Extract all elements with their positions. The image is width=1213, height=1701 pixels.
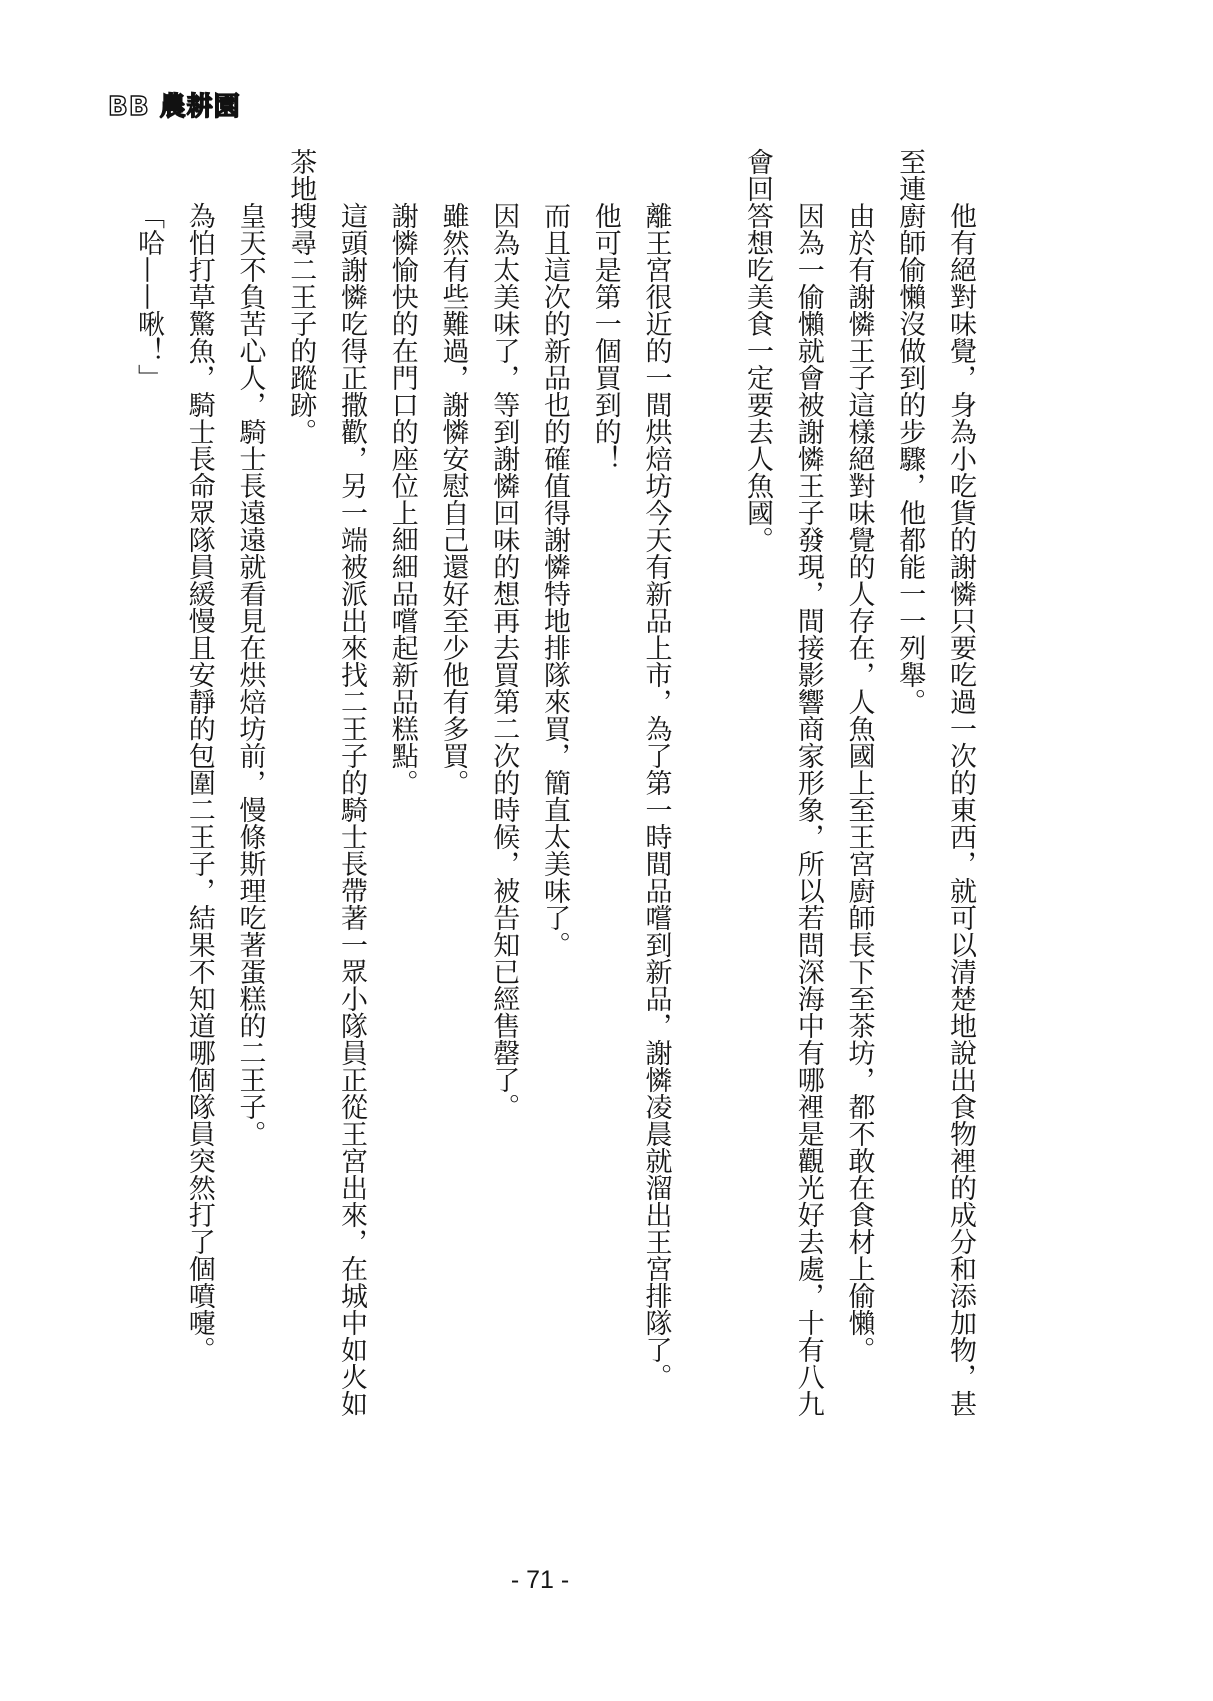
paragraph xyxy=(122,148,173,1420)
text-line: 他有絕對味覺，身為小吃貨的謝憐只要吃過一次的東西，就可以清楚地說出食物裡的成分和添加物，甚 xyxy=(945,202,976,1417)
text-line: 至連廚師偷懶沒做到的步驟，他都能一一列舉。 xyxy=(894,148,926,715)
scene-break xyxy=(681,148,732,1420)
header-logo: BB 農耕園 xyxy=(108,92,241,122)
paragraph xyxy=(173,148,224,1420)
paragraph xyxy=(579,148,630,1420)
text-line: 會回答想吃美食一定要去人魚國。 xyxy=(742,148,773,553)
text-line: 謝憐愉快的在門口的座位上細細品嚐起新品糕點。 xyxy=(386,202,418,796)
page-number: - 71 - xyxy=(510,1566,570,1594)
paragraph xyxy=(478,148,529,1420)
text-line: 「哈——啾！」 xyxy=(133,202,164,391)
text-line: 因為一偷懶就會被謝憐王子發現，間接影響商家形象，所以若問深海中有哪裡是觀光好去處，十有八九 xyxy=(792,202,824,1417)
text-block xyxy=(122,148,985,1420)
text-line: 而且這次的新品也的確值得謝憐特地排隊來買，簡直太美味了。 xyxy=(539,202,570,958)
paragraph xyxy=(427,148,478,1420)
text-line: 離王宮很近的一間烘焙坊今天有新品上市，為了第一時間品嚐到新品，謝憐凌晨就溜出王宮排隊了。 xyxy=(640,202,672,1390)
paragraph xyxy=(376,148,427,1420)
text-line: 茶地搜尋二王子的蹤跡。 xyxy=(285,148,317,445)
text-line: 為怕打草驚魚，騎士長命眾隊員緩慢且安靜的包圍二王子，結果不知道哪個隊員突然打了個噴嚏。 xyxy=(183,202,215,1363)
paragraph xyxy=(731,148,833,1420)
paragraph xyxy=(224,148,275,1420)
text-line: 這頭謝憐吃得正撒歡，另一端被派出來找二王子的騎士長帶著一眾小隊員正從王宮出來，在城中如火如 xyxy=(336,202,367,1417)
paragraph xyxy=(528,148,579,1420)
text-line: 由於有謝憐王子這樣絕對味覺的人存在，人魚國上至王宮廚師長下至茶坊，都不敢在食材上偷懶。 xyxy=(843,202,875,1363)
paragraph xyxy=(884,148,986,1420)
paragraph xyxy=(275,148,377,1420)
text-line: 他可是第一個買到的！ xyxy=(589,202,621,472)
paragraph xyxy=(630,148,681,1420)
text-line: 雖然有些難過，謝憐安慰自己還好至少他有多買。 xyxy=(437,202,469,796)
text-line: 因為太美味了，等到謝憐回味的想再去買第二次的時候，被告知已經售罄了。 xyxy=(488,202,520,1120)
paragraph xyxy=(833,148,884,1420)
text-line: 皇天不負苦心人，騎士長遠遠就看見在烘焙坊前，慢條斯理吃著蛋糕的二王子。 xyxy=(234,202,266,1147)
